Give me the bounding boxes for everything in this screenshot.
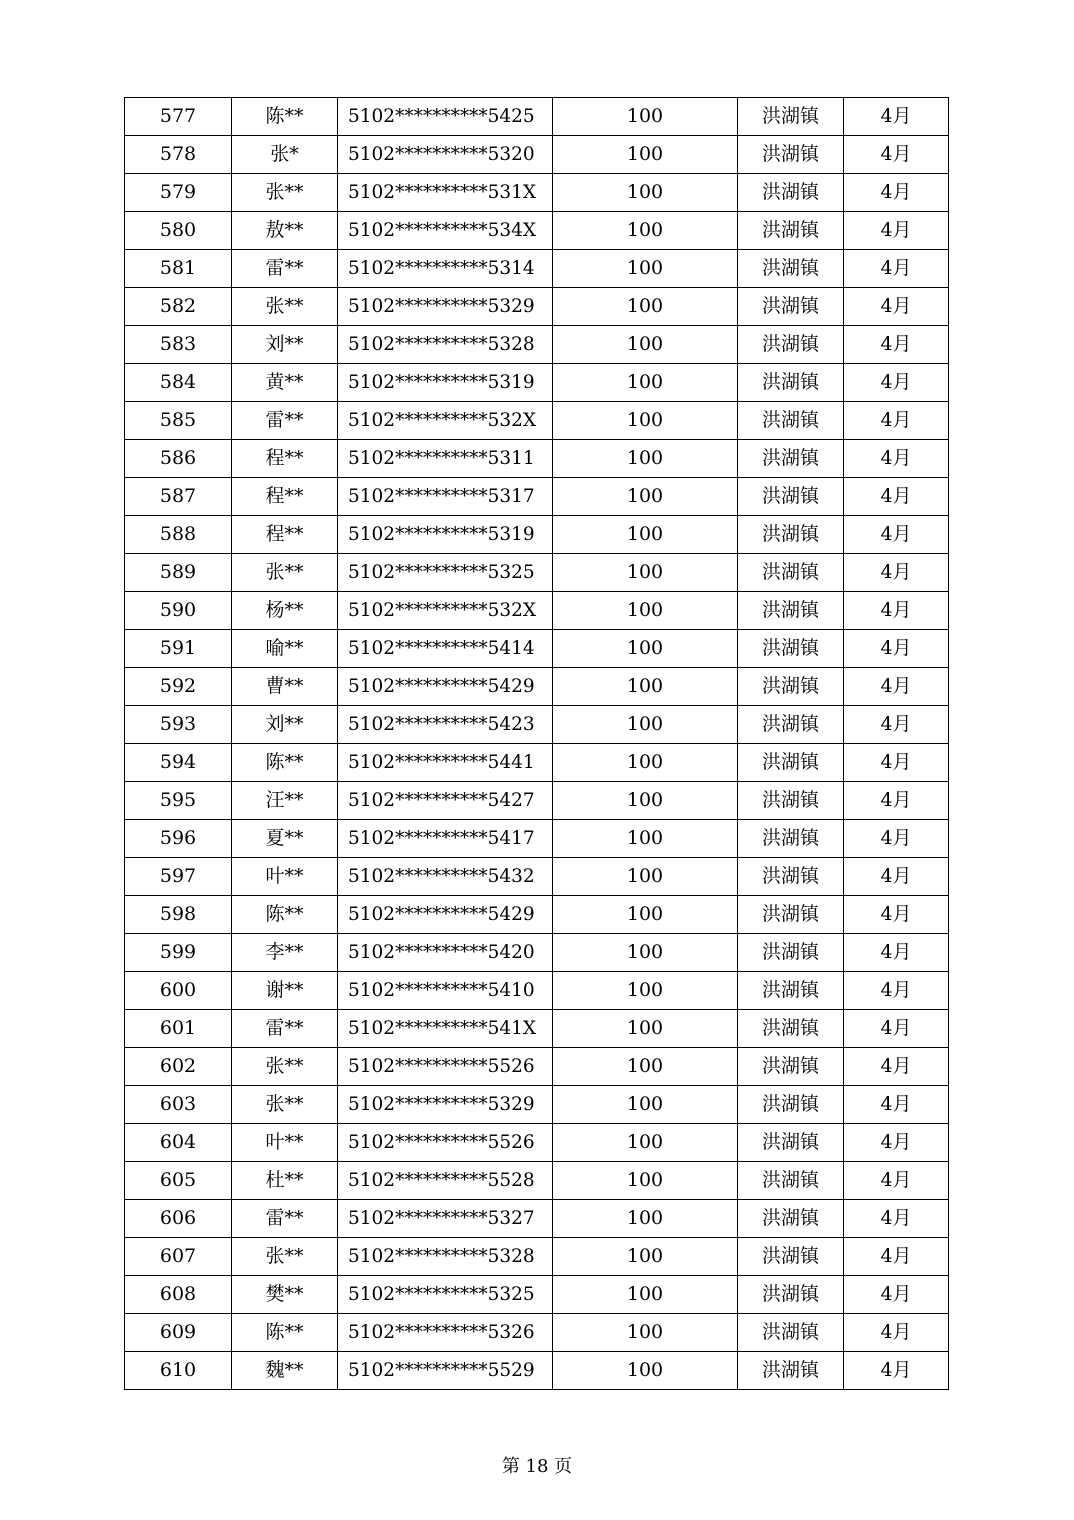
month-cell: 4月: [844, 1238, 949, 1276]
id-number-cell: 5102**********5329: [338, 1086, 553, 1124]
town-cell: 洪湖镇: [738, 516, 844, 554]
name-cell: 张**: [232, 288, 338, 326]
name-cell: 叶**: [232, 1124, 338, 1162]
table-row: [125, 440, 949, 478]
month-cell: 4月: [844, 858, 949, 896]
town-cell: 洪湖镇: [738, 896, 844, 934]
row-number-cell: 577: [125, 98, 232, 136]
month-cell: 4月: [844, 744, 949, 782]
amount-cell: 100: [553, 1086, 738, 1124]
month-cell: 4月: [844, 1124, 949, 1162]
row-number-cell: 594: [125, 744, 232, 782]
table-row: [125, 288, 949, 326]
amount-cell: 100: [553, 136, 738, 174]
month-cell: 4月: [844, 440, 949, 478]
name-cell: 刘**: [232, 706, 338, 744]
row-number-cell: 593: [125, 706, 232, 744]
town-cell: 洪湖镇: [738, 1276, 844, 1314]
id-number-cell: 5102**********5410: [338, 972, 553, 1010]
row-number-cell: 599: [125, 934, 232, 972]
town-cell: 洪湖镇: [738, 630, 844, 668]
town-cell: 洪湖镇: [738, 1162, 844, 1200]
id-number-cell: 5102**********5420: [338, 934, 553, 972]
row-number-cell: 605: [125, 1162, 232, 1200]
name-cell: 张**: [232, 1086, 338, 1124]
town-cell: 洪湖镇: [738, 136, 844, 174]
name-cell: 喻**: [232, 630, 338, 668]
name-cell: 程**: [232, 516, 338, 554]
amount-cell: 100: [553, 440, 738, 478]
amount-cell: 100: [553, 174, 738, 212]
table-row: [125, 174, 949, 212]
id-number-cell: 5102**********5526: [338, 1124, 553, 1162]
row-number-cell: 578: [125, 136, 232, 174]
row-number-cell: 587: [125, 478, 232, 516]
id-number-cell: 5102**********5526: [338, 1048, 553, 1086]
name-cell: 汪**: [232, 782, 338, 820]
town-cell: 洪湖镇: [738, 1048, 844, 1086]
table-row: [125, 820, 949, 858]
id-number-cell: 5102**********5417: [338, 820, 553, 858]
amount-cell: 100: [553, 668, 738, 706]
row-number-cell: 580: [125, 212, 232, 250]
amount-cell: 100: [553, 934, 738, 972]
table-row: [125, 402, 949, 440]
table-row: [125, 896, 949, 934]
amount-cell: 100: [553, 212, 738, 250]
name-cell: 叶**: [232, 858, 338, 896]
id-number-cell: 5102**********5326: [338, 1314, 553, 1352]
row-number-cell: 601: [125, 1010, 232, 1048]
table-row: [125, 1048, 949, 1086]
month-cell: 4月: [844, 972, 949, 1010]
month-cell: 4月: [844, 326, 949, 364]
amount-cell: 100: [553, 1352, 738, 1390]
town-cell: 洪湖镇: [738, 1352, 844, 1390]
id-number-cell: 5102**********5325: [338, 554, 553, 592]
amount-cell: 100: [553, 402, 738, 440]
row-number-cell: 591: [125, 630, 232, 668]
id-number-cell: 5102**********532X: [338, 402, 553, 440]
id-number-cell: 5102**********5441: [338, 744, 553, 782]
town-cell: 洪湖镇: [738, 326, 844, 364]
row-number-cell: 598: [125, 896, 232, 934]
amount-cell: 100: [553, 1200, 738, 1238]
id-number-cell: 5102**********5429: [338, 668, 553, 706]
table-row: [125, 592, 949, 630]
name-cell: 魏**: [232, 1352, 338, 1390]
row-number-cell: 586: [125, 440, 232, 478]
id-number-cell: 5102**********5529: [338, 1352, 553, 1390]
month-cell: 4月: [844, 478, 949, 516]
amount-cell: 100: [553, 972, 738, 1010]
month-cell: 4月: [844, 402, 949, 440]
row-number-cell: 583: [125, 326, 232, 364]
row-number-cell: 590: [125, 592, 232, 630]
table-row: [125, 516, 949, 554]
amount-cell: 100: [553, 288, 738, 326]
name-cell: 张**: [232, 174, 338, 212]
id-number-cell: 5102**********5432: [338, 858, 553, 896]
id-number-cell: 5102**********532X: [338, 592, 553, 630]
town-cell: 洪湖镇: [738, 288, 844, 326]
table-row: [125, 858, 949, 896]
name-cell: 谢**: [232, 972, 338, 1010]
amount-cell: 100: [553, 858, 738, 896]
name-cell: 陈**: [232, 98, 338, 136]
month-cell: 4月: [844, 820, 949, 858]
month-cell: 4月: [844, 1086, 949, 1124]
town-cell: 洪湖镇: [738, 98, 844, 136]
town-cell: 洪湖镇: [738, 782, 844, 820]
town-cell: 洪湖镇: [738, 934, 844, 972]
row-number-cell: 600: [125, 972, 232, 1010]
amount-cell: 100: [553, 592, 738, 630]
amount-cell: 100: [553, 630, 738, 668]
amount-cell: 100: [553, 706, 738, 744]
town-cell: 洪湖镇: [738, 592, 844, 630]
id-number-cell: 5102**********5319: [338, 364, 553, 402]
town-cell: 洪湖镇: [738, 668, 844, 706]
name-cell: 程**: [232, 440, 338, 478]
id-number-cell: 5102**********5328: [338, 1238, 553, 1276]
town-cell: 洪湖镇: [738, 1314, 844, 1352]
table-row: [125, 1124, 949, 1162]
amount-cell: 100: [553, 250, 738, 288]
table-row: [125, 212, 949, 250]
town-cell: 洪湖镇: [738, 1238, 844, 1276]
name-cell: 张*: [232, 136, 338, 174]
id-number-cell: 5102**********5414: [338, 630, 553, 668]
row-number-cell: 602: [125, 1048, 232, 1086]
name-cell: 樊**: [232, 1276, 338, 1314]
name-cell: 张**: [232, 1238, 338, 1276]
table-row: [125, 554, 949, 592]
month-cell: 4月: [844, 896, 949, 934]
month-cell: 4月: [844, 1314, 949, 1352]
row-number-cell: 582: [125, 288, 232, 326]
town-cell: 洪湖镇: [738, 1086, 844, 1124]
name-cell: 曹**: [232, 668, 338, 706]
town-cell: 洪湖镇: [738, 858, 844, 896]
row-number-cell: 579: [125, 174, 232, 212]
amount-cell: 100: [553, 820, 738, 858]
name-cell: 雷**: [232, 1010, 338, 1048]
town-cell: 洪湖镇: [738, 744, 844, 782]
id-number-cell: 5102**********531X: [338, 174, 553, 212]
table-body: [125, 98, 949, 1390]
data-table: [124, 97, 949, 1390]
table-row: [125, 364, 949, 402]
id-number-cell: 5102**********5528: [338, 1162, 553, 1200]
town-cell: 洪湖镇: [738, 478, 844, 516]
month-cell: 4月: [844, 592, 949, 630]
month-cell: 4月: [844, 1276, 949, 1314]
id-number-cell: 5102**********5427: [338, 782, 553, 820]
amount-cell: 100: [553, 1162, 738, 1200]
table-row: [125, 250, 949, 288]
name-cell: 夏**: [232, 820, 338, 858]
town-cell: 洪湖镇: [738, 972, 844, 1010]
table-row: [125, 1352, 949, 1390]
row-number-cell: 607: [125, 1238, 232, 1276]
town-cell: 洪湖镇: [738, 1200, 844, 1238]
amount-cell: 100: [553, 1314, 738, 1352]
id-number-cell: 5102**********534X: [338, 212, 553, 250]
row-number-cell: 595: [125, 782, 232, 820]
id-number-cell: 5102**********5327: [338, 1200, 553, 1238]
month-cell: 4月: [844, 554, 949, 592]
table-row: [125, 1162, 949, 1200]
row-number-cell: 608: [125, 1276, 232, 1314]
id-number-cell: 5102**********5311: [338, 440, 553, 478]
name-cell: 程**: [232, 478, 338, 516]
town-cell: 洪湖镇: [738, 1124, 844, 1162]
town-cell: 洪湖镇: [738, 174, 844, 212]
amount-cell: 100: [553, 782, 738, 820]
name-cell: 陈**: [232, 744, 338, 782]
row-number-cell: 584: [125, 364, 232, 402]
amount-cell: 100: [553, 1124, 738, 1162]
table-row: [125, 1314, 949, 1352]
month-cell: 4月: [844, 1200, 949, 1238]
name-cell: 张**: [232, 1048, 338, 1086]
town-cell: 洪湖镇: [738, 1010, 844, 1048]
row-number-cell: 604: [125, 1124, 232, 1162]
table-row: [125, 934, 949, 972]
row-number-cell: 606: [125, 1200, 232, 1238]
name-cell: 敖**: [232, 212, 338, 250]
month-cell: 4月: [844, 1352, 949, 1390]
row-number-cell: 603: [125, 1086, 232, 1124]
id-number-cell: 5102**********5423: [338, 706, 553, 744]
row-number-cell: 581: [125, 250, 232, 288]
town-cell: 洪湖镇: [738, 706, 844, 744]
amount-cell: 100: [553, 364, 738, 402]
name-cell: 刘**: [232, 326, 338, 364]
name-cell: 陈**: [232, 1314, 338, 1352]
id-number-cell: 5102**********5319: [338, 516, 553, 554]
table-row: [125, 1276, 949, 1314]
town-cell: 洪湖镇: [738, 402, 844, 440]
town-cell: 洪湖镇: [738, 554, 844, 592]
id-number-cell: 5102**********5325: [338, 1276, 553, 1314]
table-row: [125, 136, 949, 174]
name-cell: 雷**: [232, 250, 338, 288]
month-cell: 4月: [844, 1048, 949, 1086]
month-cell: 4月: [844, 288, 949, 326]
id-number-cell: 5102**********5314: [338, 250, 553, 288]
name-cell: 李**: [232, 934, 338, 972]
row-number-cell: 597: [125, 858, 232, 896]
month-cell: 4月: [844, 630, 949, 668]
amount-cell: 100: [553, 1276, 738, 1314]
table-row: [125, 1010, 949, 1048]
table-row: [125, 478, 949, 516]
id-number-cell: 5102**********5429: [338, 896, 553, 934]
table-row: [125, 1086, 949, 1124]
amount-cell: 100: [553, 554, 738, 592]
id-number-cell: 5102**********5317: [338, 478, 553, 516]
row-number-cell: 609: [125, 1314, 232, 1352]
id-number-cell: 5102**********5425: [338, 98, 553, 136]
month-cell: 4月: [844, 934, 949, 972]
page-number: 第 18 页: [501, 1456, 573, 1477]
row-number-cell: 589: [125, 554, 232, 592]
name-cell: 陈**: [232, 896, 338, 934]
row-number-cell: 596: [125, 820, 232, 858]
name-cell: 张**: [232, 554, 338, 592]
amount-cell: 100: [553, 516, 738, 554]
month-cell: 4月: [844, 250, 949, 288]
row-number-cell: 585: [125, 402, 232, 440]
table-row: [125, 98, 949, 136]
amount-cell: 100: [553, 1010, 738, 1048]
month-cell: 4月: [844, 516, 949, 554]
row-number-cell: 592: [125, 668, 232, 706]
table-row: [125, 326, 949, 364]
month-cell: 4月: [844, 212, 949, 250]
id-number-cell: 5102**********5328: [338, 326, 553, 364]
month-cell: 4月: [844, 706, 949, 744]
table-row: [125, 782, 949, 820]
table-row: [125, 744, 949, 782]
amount-cell: 100: [553, 1238, 738, 1276]
amount-cell: 100: [553, 1048, 738, 1086]
name-cell: 黄**: [232, 364, 338, 402]
amount-cell: 100: [553, 98, 738, 136]
month-cell: 4月: [844, 136, 949, 174]
table-row: [125, 1200, 949, 1238]
name-cell: 雷**: [232, 1200, 338, 1238]
town-cell: 洪湖镇: [738, 212, 844, 250]
table-row: [125, 668, 949, 706]
table-row: [125, 630, 949, 668]
amount-cell: 100: [553, 896, 738, 934]
month-cell: 4月: [844, 668, 949, 706]
town-cell: 洪湖镇: [738, 820, 844, 858]
table-row: [125, 706, 949, 744]
town-cell: 洪湖镇: [738, 250, 844, 288]
amount-cell: 100: [553, 744, 738, 782]
month-cell: 4月: [844, 1162, 949, 1200]
name-cell: 雷**: [232, 402, 338, 440]
id-number-cell: 5102**********5320: [338, 136, 553, 174]
table-row: [125, 1238, 949, 1276]
table-row: [125, 972, 949, 1010]
id-number-cell: 5102**********5329: [338, 288, 553, 326]
name-cell: 杨**: [232, 592, 338, 630]
month-cell: 4月: [844, 782, 949, 820]
month-cell: 4月: [844, 1010, 949, 1048]
id-number-cell: 5102**********541X: [338, 1010, 553, 1048]
month-cell: 4月: [844, 364, 949, 402]
amount-cell: 100: [553, 478, 738, 516]
name-cell: 杜**: [232, 1162, 338, 1200]
row-number-cell: 610: [125, 1352, 232, 1390]
town-cell: 洪湖镇: [738, 440, 844, 478]
town-cell: 洪湖镇: [738, 364, 844, 402]
month-cell: 4月: [844, 98, 949, 136]
row-number-cell: 588: [125, 516, 232, 554]
amount-cell: 100: [553, 326, 738, 364]
month-cell: 4月: [844, 174, 949, 212]
